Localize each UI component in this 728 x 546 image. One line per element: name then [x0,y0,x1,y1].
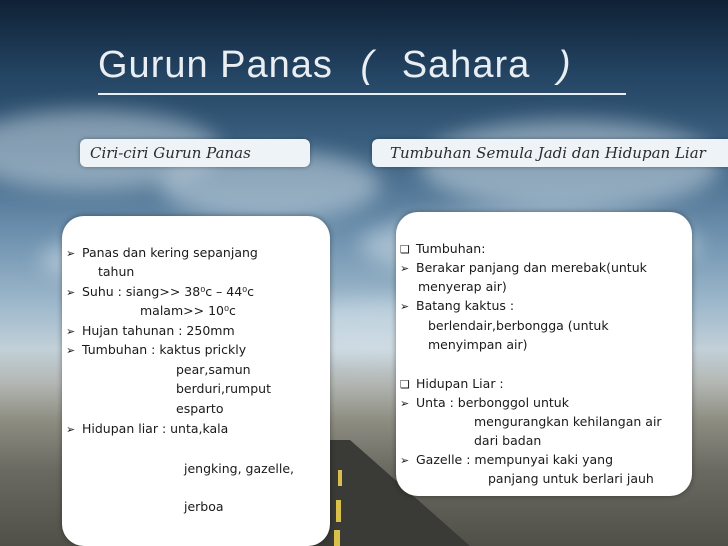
list-item-continuation: berlendair,berbongga (untuk [428,318,609,333]
arrow-bullet-icon: ➢ [66,247,76,260]
list-item-continuation: berduri,rumput [176,381,271,396]
title-text-gurun-panas: Gurun Panas [98,44,333,86]
heading-ciri-ciri [80,139,310,167]
list-item: ➢ Berakar panjang dan merebak(untuk [400,258,647,278]
arrow-bullet-icon: ➢ [400,454,410,467]
title-underline [98,93,626,95]
list-item-continuation: panjang untuk berlari jauh [488,471,654,486]
arrow-bullet-icon: ➢ [400,262,410,275]
list-item-continuation: menyerap air) [418,279,507,294]
list-item: ➢ Hidupan liar : unta,kala [66,419,228,439]
list-item-continuation: esparto [176,401,224,416]
list-item-continuation: pear,samun [176,362,251,377]
page-title [98,44,587,87]
list-item: ❑ Hidupan Liar : [400,374,504,394]
list-item: ➢ Suhu : siang>> 38⁰c – 44⁰c [66,282,254,302]
arrow-bullet-icon: ➢ [66,286,76,299]
list-item-continuation: malam>> 10⁰c [140,303,236,318]
title-paren-close: ) [557,44,572,86]
list-item: ➢ Panas dan kering sepanjang [66,243,258,263]
arrow-bullet-icon: ➢ [400,397,410,410]
arrow-bullet-icon: ➢ [400,300,410,313]
arrow-bullet-icon: ➢ [66,423,76,436]
title-text-sahara: Sahara [401,44,531,86]
arrow-bullet-icon: ➢ [66,325,76,338]
list-item-continuation: jengking, gazelle, [184,461,294,476]
title-paren-open: ( [360,44,375,86]
square-bullet-icon: ❑ [400,378,410,391]
list-item: ➢ Batang kaktus : [400,296,514,316]
list-item-continuation: jerboa [184,499,224,514]
list-item: ➢ Hujan tahunan : 250mm [66,321,235,341]
list-item-continuation: tahun [98,264,135,279]
list-item: ➢ Unta : berbonggol untuk [400,393,569,413]
list-item-continuation: menyimpan air) [428,337,528,352]
list-item: ❑ Tumbuhan: [400,239,485,259]
heading-tumbuhan [372,139,728,167]
heading-tumbuhan-label: Tumbuhan Semula Jadi dan Hidupan Liar [390,144,706,162]
square-bullet-icon: ❑ [400,243,410,256]
list-item-continuation: mengurangkan kehilangan air [474,414,662,429]
list-item-continuation: dari badan [474,433,542,448]
list-item: ➢ Tumbuhan : kaktus prickly [66,340,246,360]
arrow-bullet-icon: ➢ [66,344,76,357]
right-content-panel [396,212,692,496]
left-content-panel [62,216,330,546]
list-item: ➢ Gazelle : mempunyai kaki yang [400,450,613,470]
heading-ciri-ciri-label: Ciri-ciri Gurun Panas [90,144,251,162]
